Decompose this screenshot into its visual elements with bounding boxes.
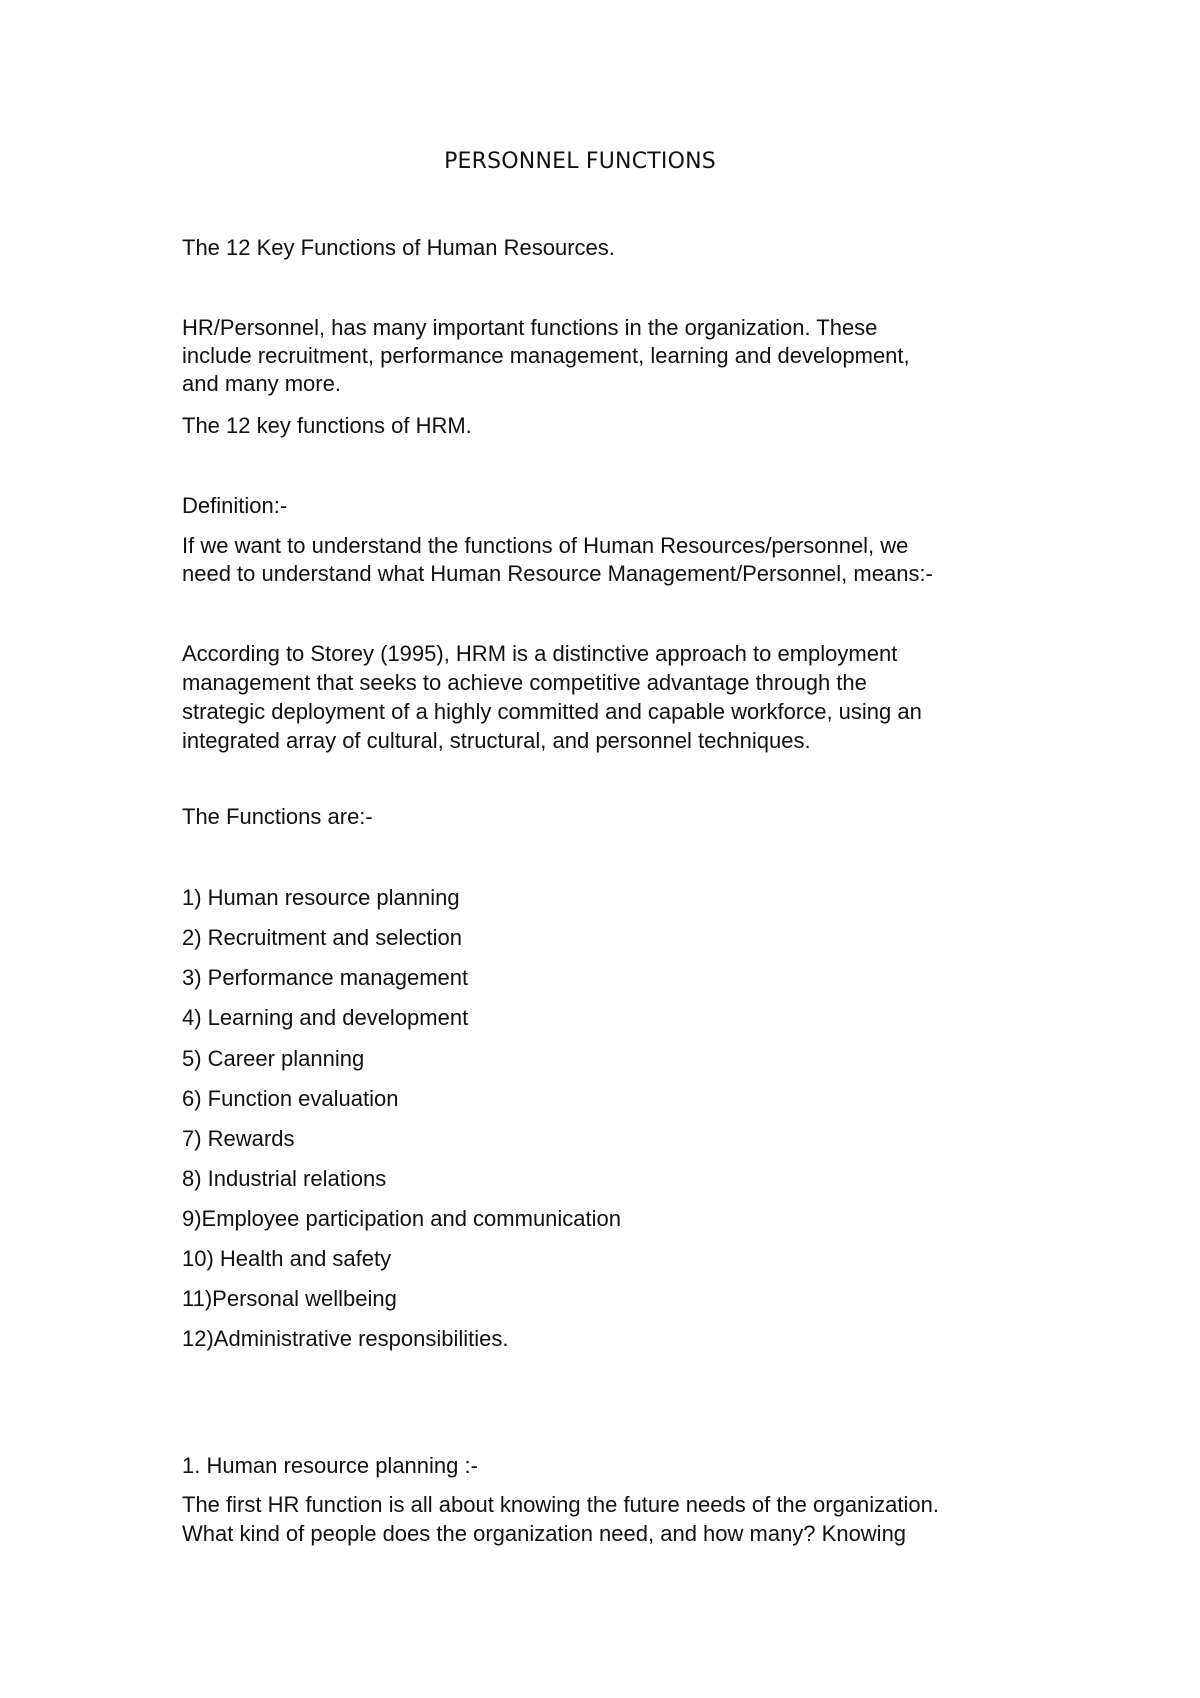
list-item: 7) Rewards [182, 1126, 295, 1151]
section1-line-1: The first HR function is all about knowing the future needs of the organization. [182, 1492, 939, 1517]
list-item: 4) Learning and development [182, 1005, 469, 1030]
document-title: PERSONNEL FUNCTIONS [444, 149, 716, 174]
list-item: 10) Health and safety [182, 1246, 392, 1271]
list-item: 6) Function evaluation [182, 1086, 399, 1111]
definition-heading: Definition:- [182, 493, 288, 518]
definition-line-1: If we want to understand the functions of Human Resources/personnel, we [182, 533, 909, 558]
document-subtitle: The 12 Key Functions of Human Resources. [182, 235, 615, 260]
section1-line-2: What kind of people does the organization need, and how many? Knowing [182, 1521, 907, 1546]
storey-line-4: integrated array of cultural, structural, and personnel techniques. [182, 728, 811, 753]
list-item: 11)Personal wellbeing [182, 1286, 397, 1311]
list-item: 1) Human resource planning [182, 885, 460, 910]
list-item: 3) Performance management [182, 965, 469, 990]
intro-line-3: and many more. [182, 371, 341, 396]
list-item: 12)Administrative responsibilities. [182, 1326, 509, 1351]
list-item: 2) Recruitment and selection [182, 925, 463, 950]
definition-line-2: need to understand what Human Resource Management/Personnel, means:- [182, 561, 933, 586]
functions-heading: The Functions are:- [182, 804, 373, 829]
key-functions-line: The 12 key functions of HRM. [182, 413, 472, 438]
intro-line-1: HR/Personnel, has many important functions in the organization. These [182, 315, 878, 340]
section1-heading: 1. Human resource planning :- [182, 1453, 478, 1478]
list-item: 9)Employee participation and communication [182, 1206, 622, 1231]
intro-line-2: include recruitment, performance management, learning and development, [182, 343, 910, 368]
storey-line-2: management that seeks to achieve competitive advantage through the [182, 670, 867, 695]
storey-line-1: According to Storey (1995), HRM is a distinctive approach to employment [182, 641, 898, 666]
storey-line-3: strategic deployment of a highly committed and capable workforce, using an [182, 699, 922, 724]
list-item: 5) Career planning [182, 1046, 365, 1071]
list-item: 8) Industrial relations [182, 1166, 387, 1191]
